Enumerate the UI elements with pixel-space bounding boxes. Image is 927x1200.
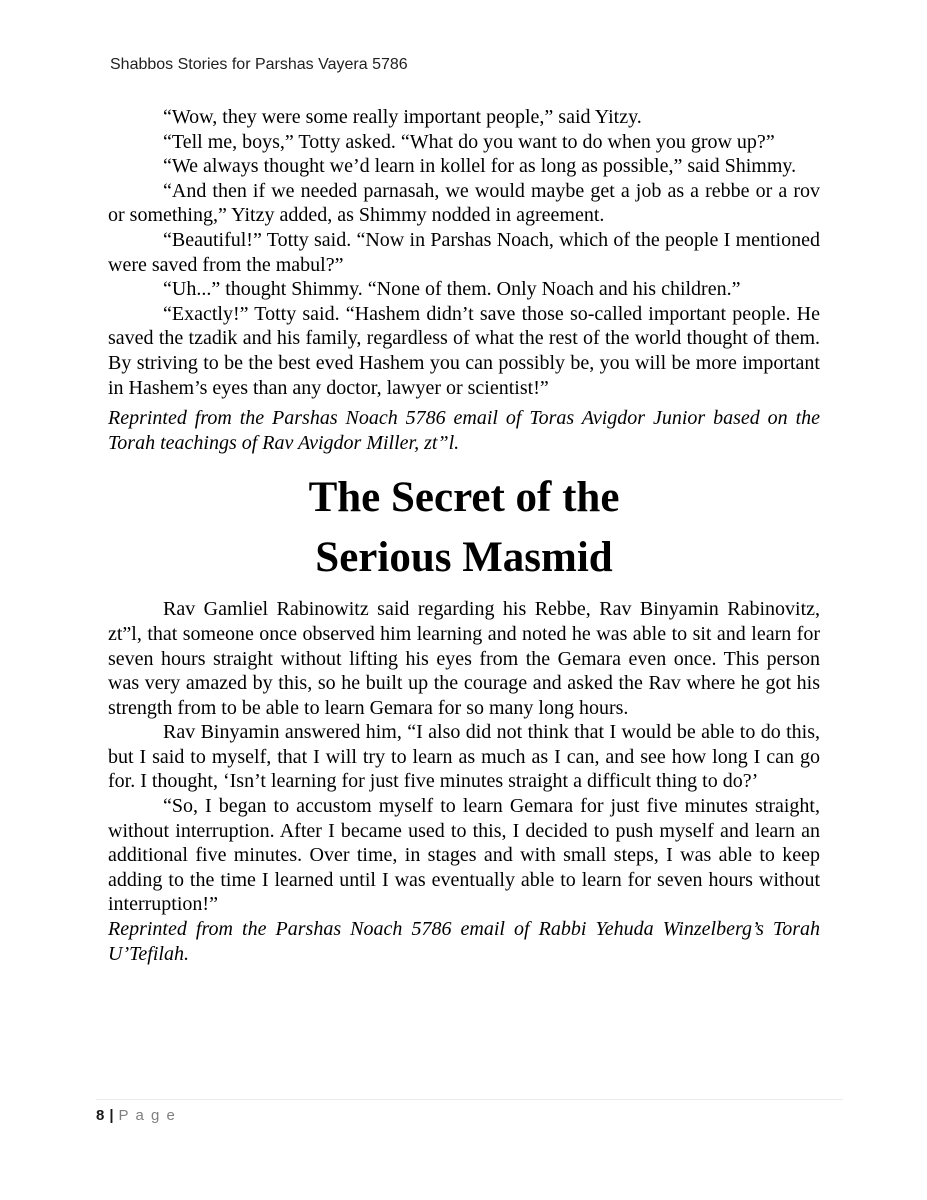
page-number: 8	[96, 1107, 105, 1124]
story1-paragraph-5: “Beautiful!” Totty said. “Now in Parshas Noach, which of the people I mentioned were saved from the mabul?”	[108, 228, 820, 276]
story1-attribution: Reprinted from the Parshas Noach 5786 email of Toras Avigdor Junior based on the Torah teachings of Rav Avigdor Miller, zt”l.	[108, 407, 820, 454]
story2-paragraph-3: “So, I began to accustom myself to learn Gemara for just five minutes straight, without interruption. After I became used to this, I decided to push myself and learn an additional five minutes. Over time, in stages and with small steps, I was able to keep adding to the time I learned until I was eventually able to learn for seven hours without interruption!”	[108, 795, 820, 916]
document-body	[108, 105, 820, 966]
story2-paragraph-1: Rav Gamliel Rabinowitz said regarding his Rebbe, Rav Binyamin Rabinovitz, zt”l, that someone once observed him learning and noted he was able to sit and learn for seven hours straight without lifting his eyes from the Gemara even once. This person was very amazed by this, so he built up the courage and asked the Rav where he got his strength from to be able to learn Gemara for so many long hours.	[108, 598, 820, 719]
story2-title-line-2: Serious Masmid	[315, 534, 613, 582]
story2-paragraph-2: Rav Binyamin answered him, “I also did not think that I would be able to do this, but I said to myself, that I will try to learn as much as I can, and see how long I can go for. I thought, ‘Isn’t learning for just five minutes straight a difficult thing to do?’	[108, 721, 820, 793]
footer-page-label: P a g e	[118, 1107, 177, 1124]
footer-separator: |	[109, 1107, 114, 1124]
story1-paragraph-4: “And then if we needed parnasah, we would maybe get a job as a rebbe or a rov or something,” Yitzy added, as Shimmy nodded in agreement.	[108, 179, 820, 227]
story2-title	[108, 468, 820, 588]
story1-paragraph-7: “Exactly!” Totty said. “Hashem didn’t save those so-called important people. He saved the tzadik and his family, regardless of what the rest of the world thought of them. By striving to be the best eved Hashem you can possibly be, you will be more important in Hashem’s eyes than any doctor, lawyer or scientist!”	[108, 302, 820, 399]
story1-paragraph-2: “Tell me, boys,” Totty asked. “What do you want to do when you grow up?”	[163, 130, 775, 153]
story2-title-line-1: The Secret of the	[308, 474, 620, 522]
story1-paragraph-1: “Wow, they were some really important people,” said Yitzy.	[163, 106, 642, 128]
story1-paragraph-6: “Uh...” thought Shimmy. “None of them. Only Noach and his children.”	[163, 278, 741, 301]
document-header-title: Shabbos Stories for Parshas Vayera 5786	[110, 56, 408, 73]
story1-paragraph-3: “We always thought we’d learn in kollel for as long as possible,” said Shimmy.	[163, 155, 797, 178]
story2-attribution: Reprinted from the Parshas Noach 5786 email of Rabbi Yehuda Winzelberg’s Torah U’Tefilah.	[108, 918, 820, 965]
page-footer	[96, 1099, 843, 1124]
